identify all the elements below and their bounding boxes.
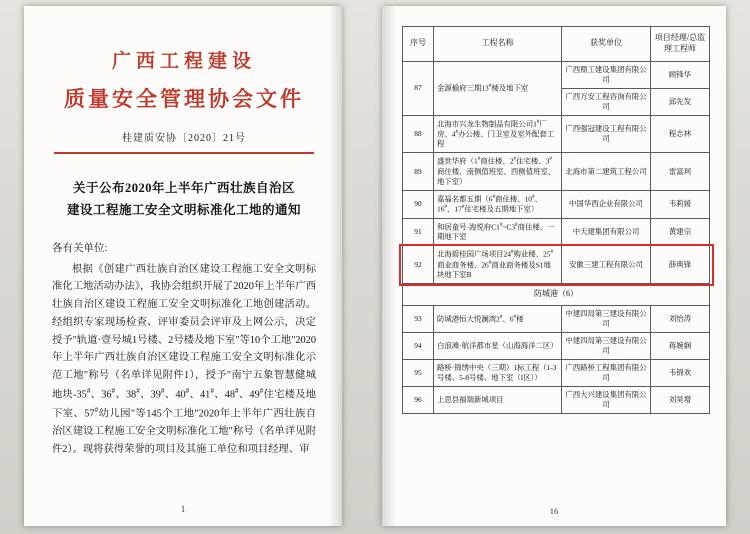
cell-award-unit: 广西万安工程咨询有限公司 <box>562 88 651 115</box>
document-page-right <box>382 6 726 526</box>
cell-no: 96 <box>403 386 434 413</box>
cell-award-unit: 中国华西企业有限公司 <box>562 190 651 218</box>
letterhead-line-2: 质量安全管理协会文件 <box>64 87 304 111</box>
table-row <box>403 305 710 332</box>
table-row <box>403 246 710 284</box>
cell-no: 93 <box>403 305 434 332</box>
table-row <box>403 218 710 245</box>
cell-award-unit: 广西大兴建设集团有限公司 <box>562 386 651 413</box>
document-salutation: 各有关单位: <box>52 242 108 254</box>
award-table <box>402 26 710 414</box>
cell-award-unit: 广西强冠建设工程有限公司 <box>562 115 651 153</box>
cell-no: 87 <box>403 61 434 115</box>
column-header-unit: 获奖单位 <box>562 27 651 62</box>
table-row <box>403 190 710 218</box>
cell-project-name: 嘉福名都五期（6#商住楼、10#、16#、17#住宅楼及五期地下室） <box>434 190 562 218</box>
column-header-project: 工程名称 <box>434 27 562 62</box>
cell-project-name: 北海市兴龙生物制品有限公司1#厂房、4#办公楼、门卫室及室外配套工程 <box>434 115 562 153</box>
cell-award-unit: 广西鼎工建设集团有限公司 <box>562 61 651 88</box>
page-number-right: 16 <box>549 506 559 516</box>
cell-project-name: 北海碧桂园广场项目24#购业楼、25#商业商务楼、26#商业商务楼及S1地块地下室B <box>434 246 562 284</box>
table-row <box>403 359 710 386</box>
cell-no: 91 <box>403 218 434 245</box>
cell-project-name: 路桥·锦绣中央（三期）1标工程（1-3号楼、5-8号楼、地下室（I区）） <box>434 359 562 386</box>
table-row <box>403 386 710 413</box>
document-title-line-2: 建设工程施工安全文明标准化工地的通知 <box>66 202 301 217</box>
cell-project-name: 盛世华府（1#商住楼、2#住宅楼、3#商住楼、南侧值班室、西侧值班室、地下室） <box>434 153 562 190</box>
cell-manager: 顾锋华 <box>651 61 710 88</box>
table-row <box>403 153 710 190</box>
table-group-label: 防城港（6） <box>403 284 710 306</box>
table-row <box>403 115 710 153</box>
cell-no: 89 <box>403 153 434 190</box>
document-page-left <box>24 6 342 526</box>
cell-award-unit: 广西路桥工程集团有限公司 <box>562 359 651 386</box>
cell-no: 88 <box>403 115 434 153</box>
document-letterhead <box>52 46 316 113</box>
cell-manager: 刘怡涛 <box>651 305 710 332</box>
letterhead-line-1: 广西工程建设 <box>111 51 256 72</box>
table-body <box>403 61 710 413</box>
cell-award-unit: 中建四局第三建设有限公司 <box>562 305 651 332</box>
cell-award-unit: 中建四局第三建设有限公司 <box>562 332 651 359</box>
cell-manager: 邱先发 <box>651 88 710 115</box>
cell-project-name: 和居童号·海悦府C1#~C3#商住楼、一期地下室 <box>434 218 562 245</box>
document-paragraph-1: 根据《创建广西壮族自治区建设工程施工安全文明标准化工地活动办法》，我协会组织开展了2020年上半年广西壮族自治区建设工程施工安全文明标准化工地创建活动。经组织专家现场检查、评审委员会评审及上网公示，决定授予"轨道·壹号城1号楼、2号楼及地下室"等10个工地"2020年上半年广西壮族自治区建设工程施工安全文明标准化示范工地"称号（名单详见附件1），授予"南宁五象智慧健城地块-35#、36#、38#、39#、40#、41#、48#、49#住宅楼及地下室、57#幼儿园"等145个工地"2020年上半年广西壮族自治区建设工程施工安全文明标准化工地"称号（名单详见附件2）。现将获得荣誉的项目及其施工单位和项目经理、审 <box>52 263 317 455</box>
table-header-row <box>403 27 710 62</box>
document-number: 桂建质安协〔2020〕21号 <box>122 133 246 144</box>
cell-manager: 韦莉媛 <box>651 190 710 218</box>
letterhead-divider <box>54 152 314 154</box>
cell-no: 92 <box>403 246 434 284</box>
cell-manager: 程志林 <box>651 115 710 153</box>
cell-manager: 刘昊增 <box>651 386 710 413</box>
cell-award-unit: 安徽三建工程有限公司 <box>562 246 651 284</box>
cell-no: 90 <box>403 190 434 218</box>
table-row <box>403 332 710 359</box>
table-group-row <box>403 284 710 306</box>
cell-manager: 黄建宗 <box>651 218 710 245</box>
cell-manager: 蒋婉娴 <box>651 332 710 359</box>
document-title-line-1: 关于公布2020年上半年广西壮族自治区 <box>72 181 295 195</box>
cell-no: 95 <box>403 359 434 386</box>
column-header-no: 序号 <box>403 27 434 62</box>
column-header-manager: 项目经理/总监理工程师 <box>651 27 710 62</box>
cell-project-name: 白浪滩·航洋都市星（山海海洋二区） <box>434 332 562 359</box>
table-row <box>403 61 710 88</box>
document-body <box>52 261 316 459</box>
cell-manager: 雷富珂 <box>651 153 710 190</box>
cell-manager: 薛典锋 <box>651 246 710 284</box>
page-number-left: 1 <box>180 504 186 514</box>
cell-award-unit: 中天建集团有限公司 <box>562 218 651 245</box>
cell-no: 94 <box>403 332 434 359</box>
cell-project-name: 防城港恒大悦澜湾2#、6#楼 <box>434 305 562 332</box>
cell-award-unit: 北海市第二建筑工程公司 <box>562 153 651 190</box>
cell-project-name: 上思县福瑞新城项目 <box>434 386 562 413</box>
document-title <box>52 178 316 222</box>
cell-project-name: 金源榆府三期13#楼及地下室 <box>434 61 562 115</box>
cell-manager: 韦锦欢 <box>651 359 710 386</box>
